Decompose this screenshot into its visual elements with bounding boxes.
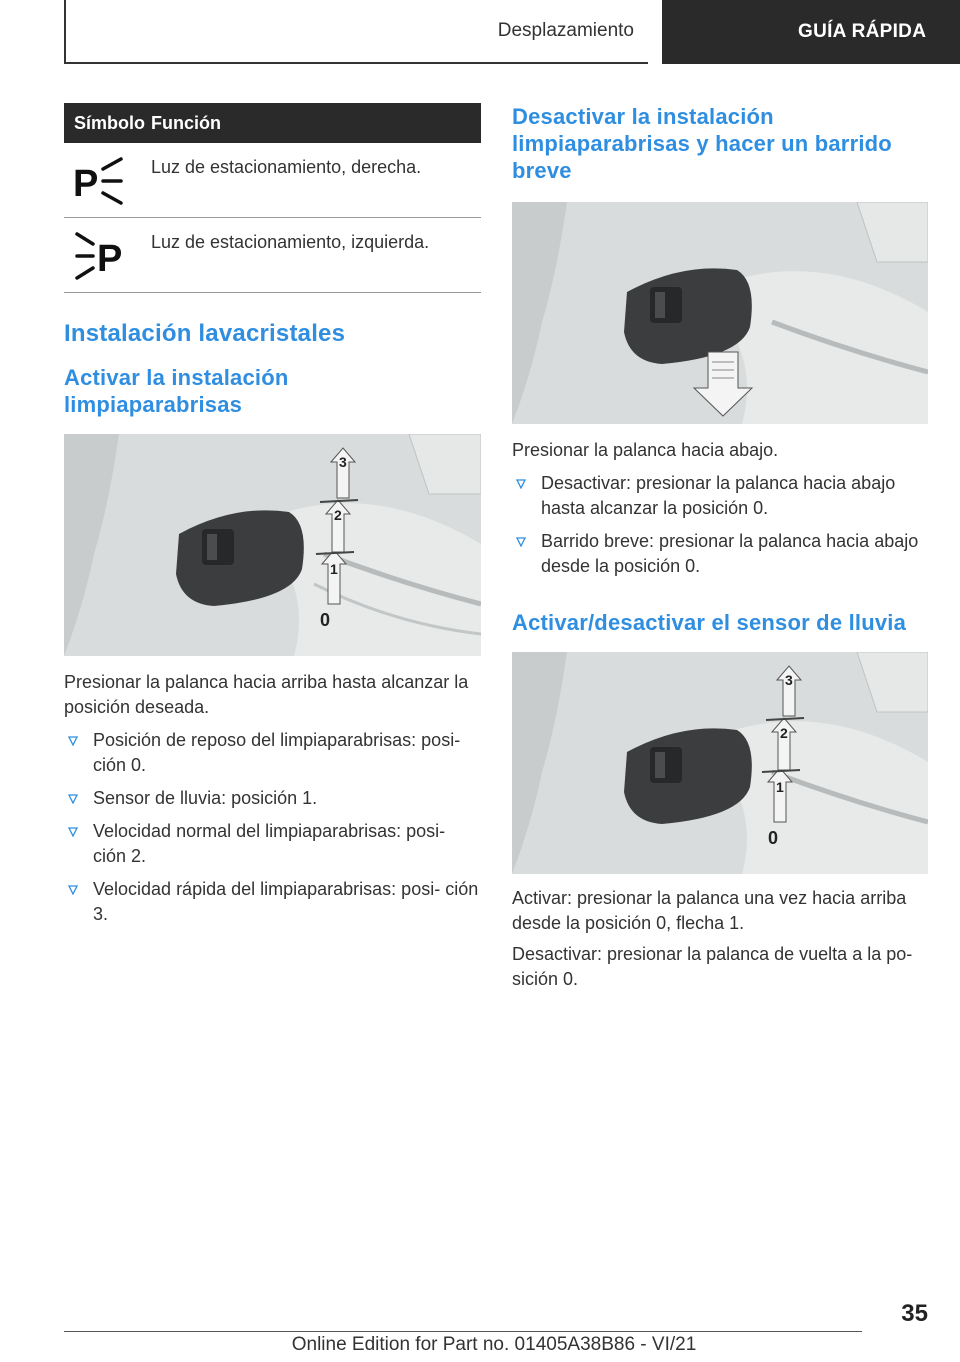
section-heading-washer: Instalación lavacristales: [64, 320, 346, 347]
footer-edition: Online Edition for Part no. 01405A38B86 - VI/21: [291, 1334, 697, 1355]
symbol-table: [64, 103, 481, 293]
table-header-row: [64, 103, 481, 143]
wiper-lever-down-image: [512, 202, 928, 424]
chapter-tab: GUÍA RÁPIDA: [662, 0, 960, 64]
list-item-text: Barrido breve: presionar la palanca hacia abajo desde la posición 0.: [541, 531, 919, 576]
intro-paragraph: Presionar la palanca hacia arriba hasta alcanzar la posición deseada.: [64, 672, 469, 717]
deactivate-list: [512, 471, 928, 579]
list-item: [64, 786, 481, 811]
list-item: [64, 819, 481, 869]
arrow-label-2: 2: [334, 507, 342, 523]
arrow-label-3: 3: [785, 672, 793, 688]
section-title: Desplazamiento: [497, 20, 634, 41]
triangle-bullet-icon: [516, 479, 526, 489]
rain-sensor-lever-image: [512, 652, 928, 874]
subheading-deactivate-wipers: Desactivar la instalación limpiaparabrisas y hacer un barrido breve: [512, 104, 892, 183]
table-cell-symbol: [64, 143, 145, 218]
svg-text:P: P: [73, 163, 99, 205]
page-number: 35: [901, 1300, 928, 1327]
list-item-text: Velocidad normal del limpiaparabrisas: posi- ción 2.: [93, 821, 446, 866]
footer-rule: [64, 1331, 862, 1332]
table-cell-symbol: [64, 218, 145, 293]
triangle-bullet-icon: [516, 537, 526, 547]
list-item-text: Sensor de lluvia: posición 1.: [93, 788, 318, 808]
triangle-bullet-icon: [68, 827, 78, 837]
deactivate-intro: Presionar la palanca hacia abajo.: [512, 440, 779, 460]
triangle-bullet-icon: [68, 885, 78, 895]
rain-sensor-deactivate-paragraph: Desactivar: presionar la palanca de vuelta a la po- sición 0.: [512, 944, 913, 989]
arrow-label-1: 1: [776, 779, 784, 795]
subheading-rain-sensor: Activar/desactivar el sensor de lluvia: [512, 610, 907, 635]
arrow-label-1: 1: [330, 561, 338, 577]
column-header-symbol: Símbolo: [64, 103, 145, 143]
arrow-label-3: 3: [339, 454, 347, 470]
right-column: [512, 103, 928, 992]
triangle-bullet-icon: [68, 736, 78, 746]
list-item-text: Desactivar: presionar la palanca hacia abajo hasta alcanzar la posición 0.: [541, 473, 896, 518]
header-rule-bottom: [64, 62, 648, 64]
svg-text:P: P: [97, 238, 123, 280]
wiper-lever-up-image: [64, 434, 481, 656]
table-cell-function: Luz de estacionamiento, derecha.: [145, 143, 481, 218]
arrow-label-2: 2: [780, 725, 788, 741]
list-item: [64, 728, 481, 778]
position-list: [64, 728, 481, 927]
arrow-label-0: 0: [768, 828, 779, 848]
list-item: [64, 877, 481, 927]
left-column: [64, 103, 481, 927]
rain-sensor-activate-paragraph: Activar: presionar la palanca una vez hacia arriba desde la posición 0, flecha 1.: [512, 888, 907, 933]
arrow-label-0: 0: [320, 610, 331, 630]
column-header-function: Función: [145, 103, 481, 143]
list-item-text: Posición de reposo del limpiaparabrisas: posi- ción 0.: [93, 730, 461, 775]
list-item: [512, 471, 928, 521]
table-row: [64, 143, 481, 218]
table-row: [64, 218, 481, 293]
parking-light-right-icon: [71, 151, 127, 209]
triangle-bullet-icon: [68, 794, 78, 804]
parking-light-left-icon: [71, 226, 127, 284]
list-item-text: Velocidad rápida del limpiaparabrisas: posi- ción 3.: [93, 879, 479, 924]
subheading-activate-wipers: Activar la instalación limpiaparabrisas: [64, 365, 289, 417]
table-cell-function: Luz de estacionamiento, izquierda.: [145, 218, 481, 293]
list-item: [512, 529, 928, 579]
